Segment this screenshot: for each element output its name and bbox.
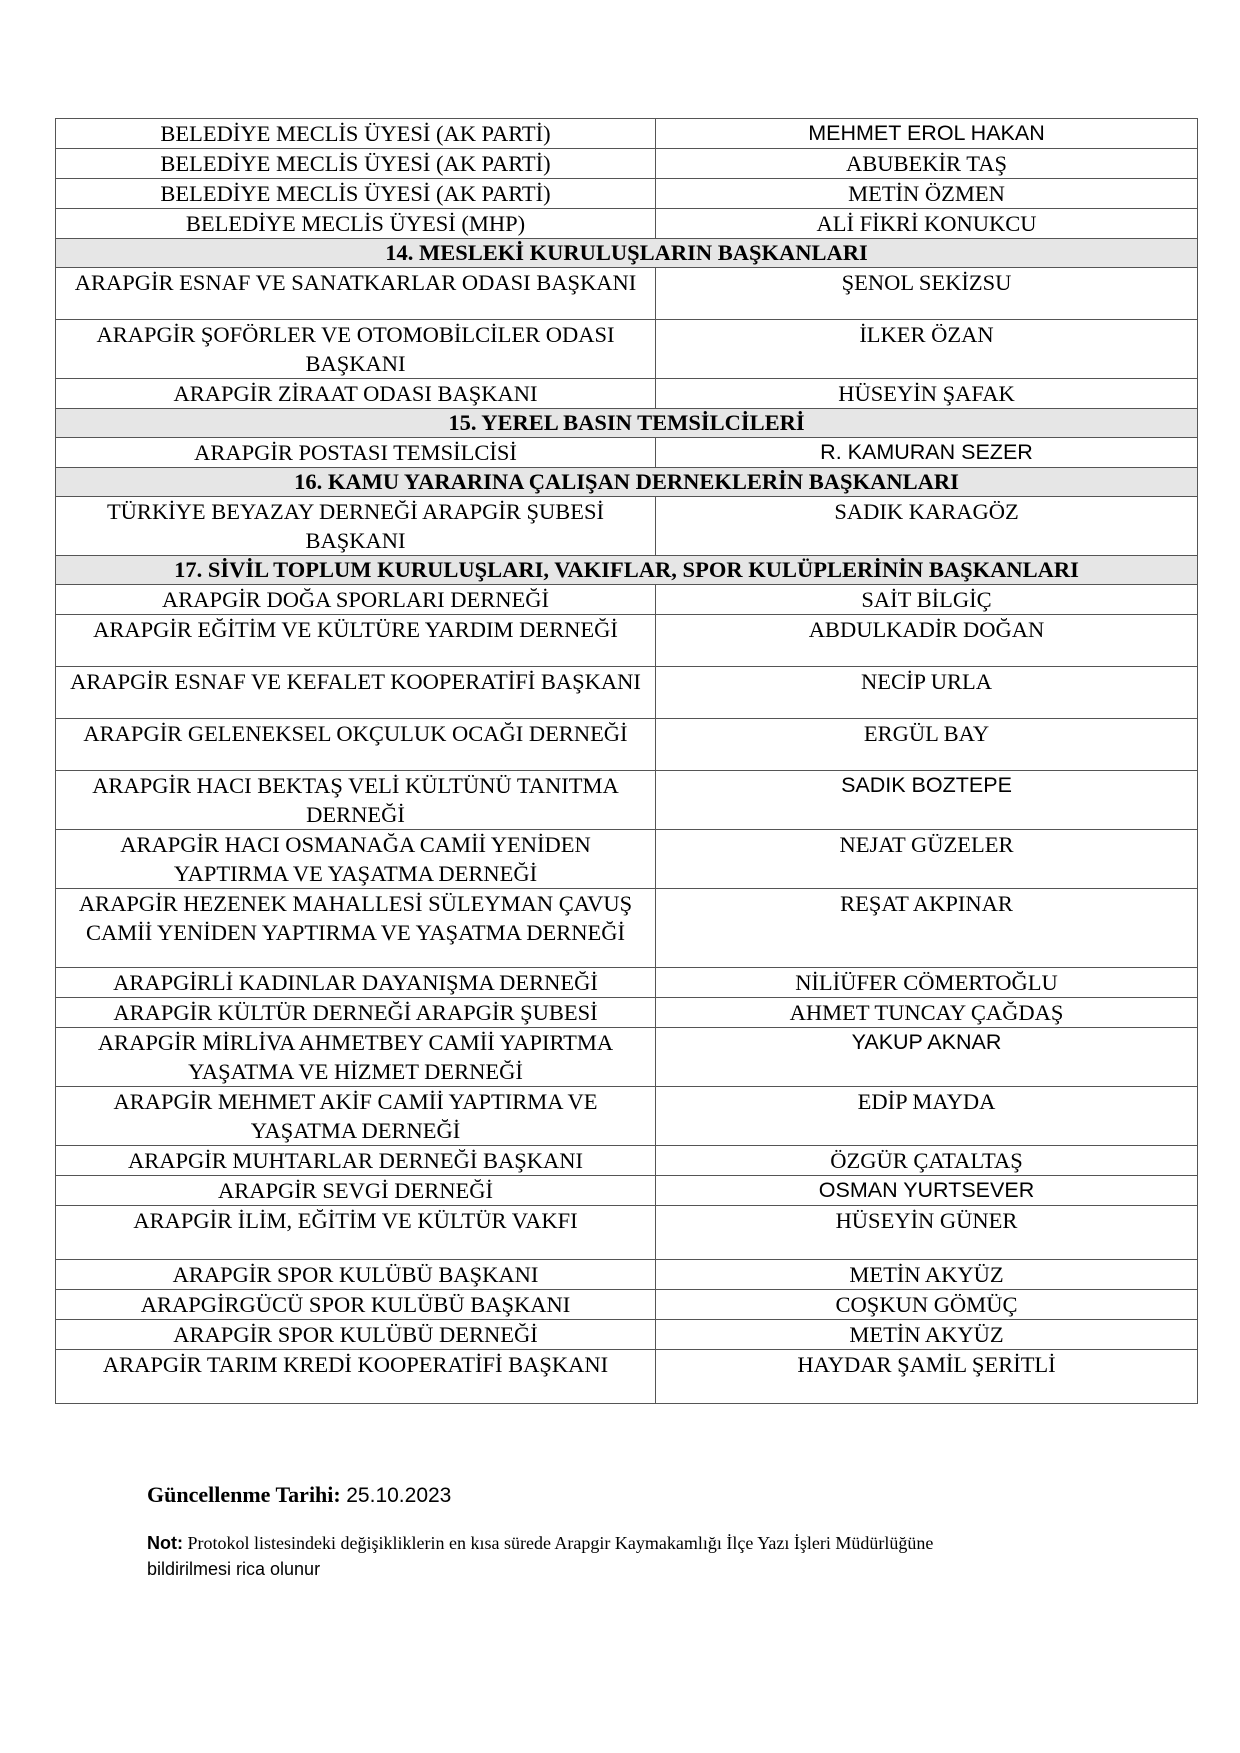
table-row — [56, 1028, 1198, 1087]
position-title: ARAPGİR HACI BEKTAŞ VELİ KÜLTÜNÜ TANITMA DERNEĞİ — [56, 771, 656, 830]
person-name: İLKER ÖZAN — [656, 320, 1198, 379]
person-name: HÜSEYİN ŞAFAK — [656, 379, 1198, 409]
person-name: ABUBEKİR TAŞ — [656, 149, 1198, 179]
position-title: ARAPGİR HEZENEK MAHALLESİ SÜLEYMAN ÇAVUŞ CAMİİ YENİDEN YAPTIRMA VE YAŞATMA DERNEĞİ — [56, 889, 656, 968]
section-heading: 17. SİVİL TOPLUM KURULUŞLARI, VAKIFLAR, SPOR KULÜPLERİNİN BAŞKANLARI — [56, 556, 1198, 585]
person-name: METİN ÖZMEN — [656, 179, 1198, 209]
update-date-value: 25.10.2023 — [346, 1484, 452, 1507]
person-name: ABDULKADİR DOĞAN — [656, 615, 1198, 667]
person-name: ÖZGÜR ÇATALTAŞ — [656, 1146, 1198, 1176]
position-title: ARAPGİR SPOR KULÜBÜ BAŞKANI — [56, 1260, 656, 1290]
position-title: ARAPGİR KÜLTÜR DERNEĞİ ARAPGİR ŞUBESİ — [56, 998, 656, 1028]
table-row — [56, 497, 1198, 556]
table-row — [56, 968, 1198, 998]
table-row — [56, 179, 1198, 209]
table-row — [56, 1320, 1198, 1350]
position-title: ARAPGİR ESNAF VE SANATKARLAR ODASI BAŞKANI — [56, 268, 656, 320]
table-row — [56, 1146, 1198, 1176]
section-heading-row — [56, 468, 1198, 497]
person-name: ERGÜL BAY — [656, 719, 1198, 771]
person-name: NEJAT GÜZELER — [656, 830, 1198, 889]
table-row — [56, 889, 1198, 968]
table-row — [56, 998, 1198, 1028]
section-heading: 16. KAMU YARARINA ÇALIŞAN DERNEKLERİN BAŞKANLARI — [56, 468, 1198, 497]
section-heading-row — [56, 409, 1198, 438]
update-date-line — [147, 1482, 451, 1508]
position-title: ARAPGİR SEVGİ DERNEĞİ — [56, 1176, 656, 1206]
person-name: OSMAN YURTSEVER — [656, 1176, 1198, 1206]
position-title: BELEDİYE MECLİS ÜYESİ (AK PARTİ) — [56, 179, 656, 209]
position-title: ARAPGİRLİ KADINLAR DAYANIŞMA DERNEĞİ — [56, 968, 656, 998]
table-row — [56, 379, 1198, 409]
position-title: ARAPGİR SPOR KULÜBÜ DERNEĞİ — [56, 1320, 656, 1350]
position-title: ARAPGİR GELENEKSEL OKÇULUK OCAĞI DERNEĞİ — [56, 719, 656, 771]
person-name: METİN AKYÜZ — [656, 1260, 1198, 1290]
section-heading: 14. MESLEKİ KURULUŞLARIN BAŞKANLARI — [56, 239, 1198, 268]
position-title: BELEDİYE MECLİS ÜYESİ (AK PARTİ) — [56, 119, 656, 149]
position-title: ARAPGİR MEHMET AKİF CAMİİ YAPTIRMA VE YAŞATMA DERNEĞİ — [56, 1087, 656, 1146]
position-title: BELEDİYE MECLİS ÜYESİ (AK PARTİ) — [56, 149, 656, 179]
table-row — [56, 209, 1198, 239]
position-title: TÜRKİYE BEYAZAY DERNEĞİ ARAPGİR ŞUBESİ BAŞKANI — [56, 497, 656, 556]
section-heading-row — [56, 239, 1198, 268]
note-block — [147, 1530, 1067, 1582]
table-row — [56, 1260, 1198, 1290]
table-row — [56, 1350, 1198, 1404]
person-name: HÜSEYİN GÜNER — [656, 1206, 1198, 1260]
table-row — [56, 149, 1198, 179]
person-name: SADIK BOZTEPE — [656, 771, 1198, 830]
table-row — [56, 1176, 1198, 1206]
note-text-continued: bildirilmesi rica olunur — [147, 1559, 321, 1579]
position-title: ARAPGİR DOĞA SPORLARI DERNEĞİ — [56, 585, 656, 615]
person-name: HAYDAR ŞAMİL ŞERİTLİ — [656, 1350, 1198, 1404]
position-title: ARAPGİR MİRLİVA AHMETBEY CAMİİ YAPIRTMA YAŞATMA VE HİZMET DERNEĞİ — [56, 1028, 656, 1087]
protocol-table — [55, 118, 1198, 1404]
note-label: Not: — [147, 1533, 183, 1553]
person-name: EDİP MAYDA — [656, 1087, 1198, 1146]
position-title: BELEDİYE MECLİS ÜYESİ (MHP) — [56, 209, 656, 239]
position-title: ARAPGİR POSTASI TEMSİLCİSİ — [56, 438, 656, 468]
person-name: COŞKUN GÖMÜÇ — [656, 1290, 1198, 1320]
table-body — [56, 119, 1198, 1404]
position-title: ARAPGİR İLİM, EĞİTİM VE KÜLTÜR VAKFI — [56, 1206, 656, 1260]
person-name: NECİP URLA — [656, 667, 1198, 719]
table-row — [56, 119, 1198, 149]
update-date-label: Güncellenme Tarihi: — [147, 1482, 341, 1507]
section-heading: 15. YEREL BASIN TEMSİLCİLERİ — [56, 409, 1198, 438]
section-heading-row — [56, 556, 1198, 585]
table-row — [56, 615, 1198, 667]
table-row — [56, 585, 1198, 615]
position-title: ARAPGİR HACI OSMANAĞA CAMİİ YENİDEN YAPTIRMA VE YAŞATMA DERNEĞİ — [56, 830, 656, 889]
person-name: SAİT BİLGİÇ — [656, 585, 1198, 615]
table-row — [56, 1087, 1198, 1146]
person-name: SADIK KARAGÖZ — [656, 497, 1198, 556]
table-row — [56, 268, 1198, 320]
table-row — [56, 1206, 1198, 1260]
person-name: NİLİÜFER CÖMERTOĞLU — [656, 968, 1198, 998]
position-title: ARAPGİR ŞOFÖRLER VE OTOMOBİLCİLER ODASI BAŞKANI — [56, 320, 656, 379]
note-text: Protokol listesindeki değişikliklerin en kısa sürede Arapgir Kaymakamlığı İlçe Yazı İşleri Müdürlüğüne — [187, 1533, 934, 1553]
person-name: MEHMET EROL HAKAN — [656, 119, 1198, 149]
position-title: ARAPGİRGÜCÜ SPOR KULÜBÜ BAŞKANI — [56, 1290, 656, 1320]
table-row — [56, 438, 1198, 468]
position-title: ARAPGİR MUHTARLAR DERNEĞİ BAŞKANI — [56, 1146, 656, 1176]
position-title: ARAPGİR ZİRAAT ODASI BAŞKANI — [56, 379, 656, 409]
table-row — [56, 771, 1198, 830]
position-title: ARAPGİR ESNAF VE KEFALET KOOPERATİFİ BAŞKANI — [56, 667, 656, 719]
table-row — [56, 1290, 1198, 1320]
person-name: REŞAT AKPINAR — [656, 889, 1198, 968]
person-name: AHMET TUNCAY ÇAĞDAŞ — [656, 998, 1198, 1028]
table-row — [56, 830, 1198, 889]
person-name: METİN AKYÜZ — [656, 1320, 1198, 1350]
position-title: ARAPGİR EĞİTİM VE KÜLTÜRE YARDIM DERNEĞİ — [56, 615, 656, 667]
person-name: ALİ FİKRİ KONUKCU — [656, 209, 1198, 239]
table-row — [56, 320, 1198, 379]
person-name: R. KAMURAN SEZER — [656, 438, 1198, 468]
table-row — [56, 719, 1198, 771]
person-name: ŞENOL SEKİZSU — [656, 268, 1198, 320]
position-title: ARAPGİR TARIM KREDİ KOOPERATİFİ BAŞKANI — [56, 1350, 656, 1404]
table-row — [56, 667, 1198, 719]
person-name: YAKUP AKNAR — [656, 1028, 1198, 1087]
